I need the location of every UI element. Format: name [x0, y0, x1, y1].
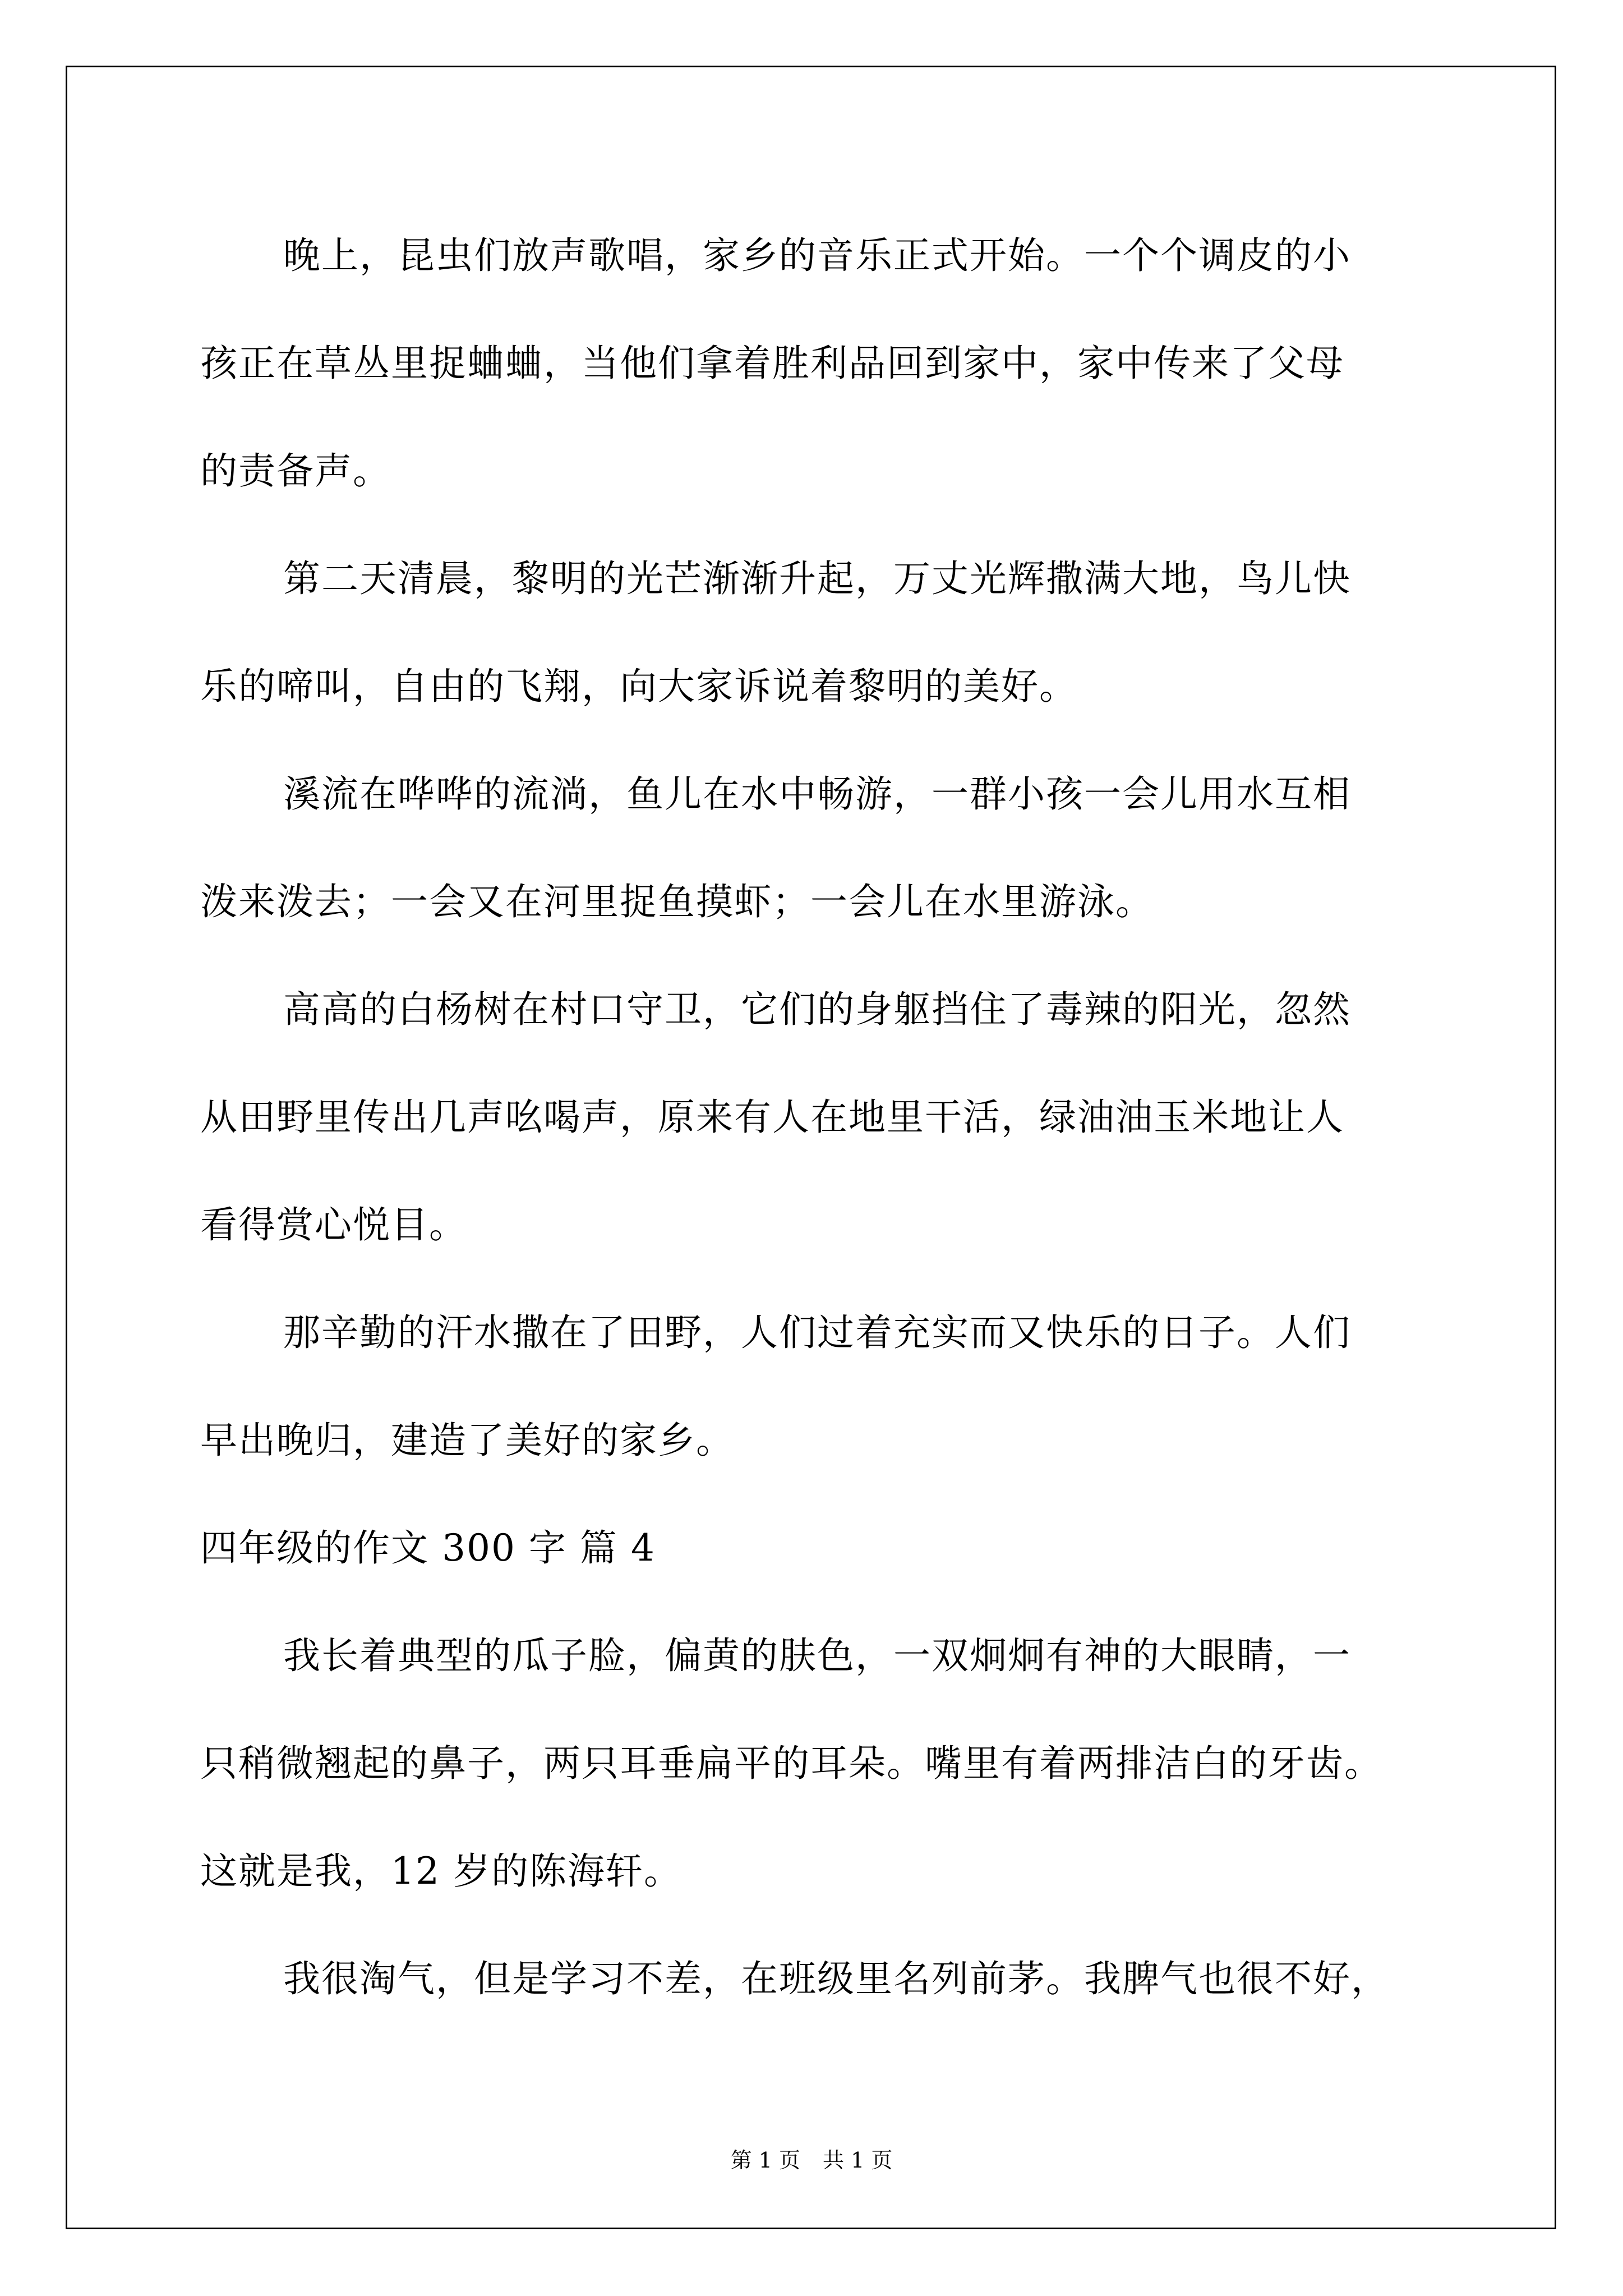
section-paragraph-2	[200, 1925, 1440, 2033]
paragraph-line: 高高的白杨树在村口守卫，它们的身躯挡住了毒辣的阳光，忽然	[283, 988, 1351, 1031]
paragraph-line: 的责备声。	[200, 449, 391, 493]
paragraph-line: 我很淘气，但是学习不差，在班级里名列前茅。我脾气也很不好，	[283, 1957, 1389, 2000]
paragraph-4	[200, 956, 1440, 1279]
paragraph-line: 早出晚归，建造了美好的家乡。	[200, 1419, 734, 1462]
page-number: 第 1 页	[730, 2148, 800, 2173]
paragraph-5	[200, 1279, 1440, 1494]
paragraph-line: 我长着典型的瓜子脸，偏黄的肤色，一双炯炯有神的大眼睛，一	[283, 1634, 1351, 1677]
section-heading: 四年级的作文 300 字 篇 4	[200, 1526, 656, 1570]
page-total: 共 1 页	[823, 2148, 893, 2173]
paragraph-line: 那辛勤的汗水撒在了田野，人们过着充实而又快乐的日子。人们	[283, 1311, 1351, 1354]
paragraph-line: 孩正在草丛里捉蛐蛐，当他们拿着胜利品回到家中，家中传来了父母	[200, 342, 1344, 385]
paragraph-line: 这就是我，12 岁的陈海轩。	[200, 1849, 682, 1893]
paragraph-3	[200, 740, 1440, 956]
paragraph-line: 只稍微翘起的鼻子，两只耳垂扁平的耳朵。嘴里有着两排洁白的牙齿。	[200, 1742, 1382, 1785]
paragraph-line: 晚上，昆虫们放声歌唱，家乡的音乐正式开始。一个个调皮的小	[283, 234, 1351, 277]
paragraph-line: 从田野里传出几声吆喝声，原来有人在地里干活，绿油油玉米地让人	[200, 1096, 1344, 1139]
page-footer	[0, 2146, 1623, 2174]
paragraph-line: 看得赏心悦目。	[200, 1203, 467, 1246]
paragraph-line: 溪流在哗哗的流淌，鱼儿在水中畅游，一群小孩一会儿用水互相	[283, 772, 1351, 816]
document-body	[200, 202, 1440, 2033]
paragraph-line: 第二天清晨，黎明的光芒渐渐升起，万丈光辉撒满大地，鸟儿快	[283, 557, 1351, 600]
paragraph-1	[200, 202, 1440, 525]
section-paragraph-1	[200, 1602, 1440, 1925]
paragraph-line: 乐的啼叫，自由的飞翔，向大家诉说着黎明的美好。	[200, 665, 1077, 708]
paragraph-line: 泼来泼去；一会又在河里捉鱼摸虾；一会儿在水里游泳。	[200, 880, 1154, 923]
paragraph-2	[200, 525, 1440, 740]
